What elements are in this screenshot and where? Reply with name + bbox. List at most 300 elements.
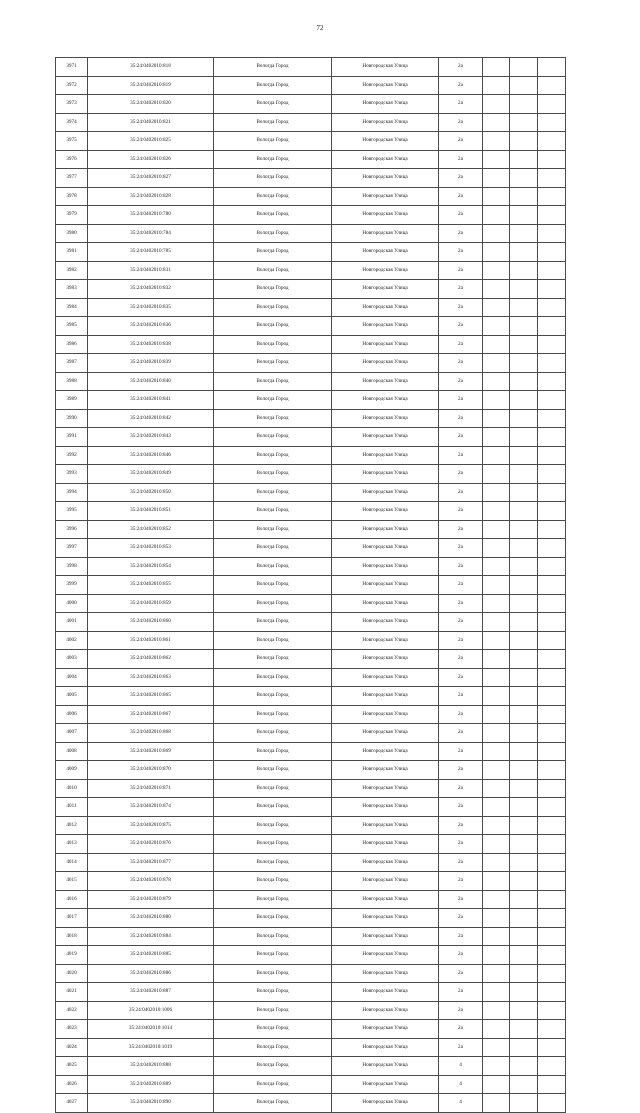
house-number-cell: 2а	[439, 779, 483, 798]
table-row	[56, 927, 566, 946]
empty-cell	[483, 446, 510, 465]
house-number-cell: 2а	[439, 76, 483, 95]
empty-cell	[483, 835, 510, 854]
empty-cell	[483, 983, 510, 1002]
row-number-cell: 4010	[56, 779, 88, 798]
table-row	[56, 705, 566, 724]
cadastral-number-cell: 35:24:0402010:840	[88, 372, 214, 391]
empty-cell	[510, 372, 538, 391]
cadastral-number-cell: 35:24:0402010:868	[88, 724, 214, 743]
empty-cell	[538, 761, 566, 780]
house-number-cell: 2а	[439, 132, 483, 151]
cadastral-number-cell: 35:24:0402010:860	[88, 613, 214, 632]
empty-cell	[538, 354, 566, 373]
street-cell: Новгородская Улица	[332, 465, 439, 484]
city-cell: Вологда Город	[214, 613, 332, 632]
empty-cell	[483, 779, 510, 798]
cadastral-number-cell: 35:24:0402010:876	[88, 835, 214, 854]
empty-cell	[510, 520, 538, 539]
empty-cell	[483, 58, 510, 77]
empty-cell	[483, 113, 510, 132]
house-number-cell: 2а	[439, 557, 483, 576]
empty-cell	[510, 594, 538, 613]
empty-cell	[483, 557, 510, 576]
cadastral-number-cell: 35:24:0402010:828	[88, 187, 214, 206]
street-cell: Новгородская Улица	[332, 890, 439, 909]
empty-cell	[510, 964, 538, 983]
house-number-cell: 2а	[439, 705, 483, 724]
street-cell: Новгородская Улица	[332, 613, 439, 632]
row-number-cell: 3973	[56, 95, 88, 114]
empty-cell	[538, 372, 566, 391]
empty-cell	[510, 206, 538, 225]
cadastral-number-cell: 35:24:0402010:820	[88, 95, 214, 114]
row-number-cell: 3975	[56, 132, 88, 151]
empty-cell	[510, 1001, 538, 1020]
table-row	[56, 372, 566, 391]
table-row	[56, 354, 566, 373]
table-row	[56, 890, 566, 909]
house-number-cell: 2а	[439, 409, 483, 428]
house-number-cell: 2а	[439, 446, 483, 465]
empty-cell	[538, 1038, 566, 1057]
row-number-cell: 3999	[56, 576, 88, 595]
empty-cell	[483, 724, 510, 743]
empty-cell	[483, 798, 510, 817]
empty-cell	[483, 95, 510, 114]
city-cell: Вологда Город	[214, 187, 332, 206]
house-number-cell: 2а	[439, 465, 483, 484]
row-number-cell: 3971	[56, 58, 88, 77]
table-row	[56, 520, 566, 539]
empty-cell	[483, 335, 510, 354]
cadastral-number-cell: 35:24:0402010:819	[88, 76, 214, 95]
empty-cell	[538, 853, 566, 872]
house-number-cell: 2а	[439, 816, 483, 835]
empty-cell	[538, 391, 566, 410]
city-cell: Вологда Город	[214, 95, 332, 114]
row-number-cell: 3992	[56, 446, 88, 465]
house-number-cell: 2а	[439, 761, 483, 780]
cadastral-number-cell: 35:24:0402010:851	[88, 502, 214, 521]
house-number-cell: 2а	[439, 372, 483, 391]
city-cell: Вологда Город	[214, 557, 332, 576]
row-number-cell: 3972	[56, 76, 88, 95]
empty-cell	[538, 76, 566, 95]
table-row	[56, 169, 566, 188]
table-row	[56, 761, 566, 780]
empty-cell	[538, 964, 566, 983]
empty-cell	[538, 428, 566, 447]
empty-cell	[538, 483, 566, 502]
house-number-cell: 2а	[439, 687, 483, 706]
city-cell: Вологда Город	[214, 816, 332, 835]
street-cell: Новгородская Улица	[332, 113, 439, 132]
table-row	[56, 113, 566, 132]
street-cell: Новгородская Улица	[332, 317, 439, 336]
street-cell: Новгородская Улица	[332, 206, 439, 225]
table-row	[56, 946, 566, 965]
cadastral-number-cell: 35:24:0402010:874	[88, 798, 214, 817]
house-number-cell: 2а	[439, 1001, 483, 1020]
row-number-cell: 3986	[56, 335, 88, 354]
empty-cell	[483, 317, 510, 336]
house-number-cell: 2а	[439, 742, 483, 761]
empty-cell	[483, 946, 510, 965]
street-cell: Новгородская Улица	[332, 687, 439, 706]
empty-cell	[538, 58, 566, 77]
empty-cell	[483, 150, 510, 169]
cadastral-number-cell: 35:24:0402010:887	[88, 983, 214, 1002]
street-cell: Новгородская Улица	[332, 261, 439, 280]
table-row	[56, 76, 566, 95]
house-number-cell: 2а	[439, 909, 483, 928]
street-cell: Новгородская Улица	[332, 243, 439, 262]
house-number-cell: 2а	[439, 187, 483, 206]
row-number-cell: 3984	[56, 298, 88, 317]
house-number-cell: 2а	[439, 613, 483, 632]
house-number-cell: 2а	[439, 576, 483, 595]
empty-cell	[483, 742, 510, 761]
street-cell: Новгородская Улица	[332, 335, 439, 354]
empty-cell	[483, 1020, 510, 1039]
empty-cell	[483, 890, 510, 909]
empty-cell	[483, 909, 510, 928]
city-cell: Вологда Город	[214, 169, 332, 188]
empty-cell	[510, 1075, 538, 1094]
street-cell: Новгородская Улица	[332, 372, 439, 391]
empty-cell	[483, 1075, 510, 1094]
table-row	[56, 409, 566, 428]
house-number-cell: 2а	[439, 391, 483, 410]
table-row	[56, 668, 566, 687]
empty-cell	[510, 261, 538, 280]
empty-cell	[483, 187, 510, 206]
empty-cell	[538, 1094, 566, 1113]
cadastral-number-cell: 35:24:0402010:1006	[88, 1001, 214, 1020]
empty-cell	[510, 243, 538, 262]
row-number-cell: 3994	[56, 483, 88, 502]
street-cell: Новгородская Улица	[332, 446, 439, 465]
empty-cell	[510, 1094, 538, 1113]
empty-cell	[483, 594, 510, 613]
street-cell: Новгородская Улица	[332, 502, 439, 521]
street-cell: Новгородская Улица	[332, 483, 439, 502]
row-number-cell: 3976	[56, 150, 88, 169]
house-number-cell: 2а	[439, 58, 483, 77]
row-number-cell: 3974	[56, 113, 88, 132]
row-number-cell: 4015	[56, 872, 88, 891]
city-cell: Вологда Город	[214, 1020, 332, 1039]
table-row	[56, 1001, 566, 1020]
row-number-cell: 4019	[56, 946, 88, 965]
house-number-cell: 2а	[439, 280, 483, 299]
city-cell: Вологда Город	[214, 446, 332, 465]
empty-cell	[510, 835, 538, 854]
empty-cell	[538, 132, 566, 151]
cadastral-number-cell: 35:24:0402010:827	[88, 169, 214, 188]
street-cell: Новгородская Улица	[332, 150, 439, 169]
table-row	[56, 58, 566, 77]
table-row	[56, 1075, 566, 1094]
empty-cell	[538, 631, 566, 650]
row-number-cell: 3981	[56, 243, 88, 262]
table-row	[56, 95, 566, 114]
table-row	[56, 446, 566, 465]
city-cell: Вологда Город	[214, 58, 332, 77]
empty-cell	[510, 761, 538, 780]
street-cell: Новгородская Улица	[332, 835, 439, 854]
empty-cell	[483, 483, 510, 502]
empty-cell	[538, 520, 566, 539]
street-cell: Новгородская Улица	[332, 1020, 439, 1039]
cadastral-number-cell: 35:24:0402010:849	[88, 465, 214, 484]
empty-cell	[510, 169, 538, 188]
empty-cell	[510, 946, 538, 965]
house-number-cell: 2а	[439, 668, 483, 687]
empty-cell	[538, 465, 566, 484]
street-cell: Новгородская Улица	[332, 872, 439, 891]
row-number-cell: 3983	[56, 280, 88, 299]
cadastral-number-cell: 35:24:0402010:785	[88, 243, 214, 262]
cadastral-number-cell: 35:24:0402010:885	[88, 946, 214, 965]
street-cell: Новгородская Улица	[332, 1001, 439, 1020]
empty-cell	[538, 705, 566, 724]
city-cell: Вологда Город	[214, 1075, 332, 1094]
empty-cell	[538, 409, 566, 428]
house-number-cell: 4	[439, 1057, 483, 1076]
house-number-cell: 2а	[439, 853, 483, 872]
city-cell: Вологда Город	[214, 631, 332, 650]
cadastral-number-cell: 35:24:0402010:853	[88, 539, 214, 558]
house-number-cell: 2а	[439, 872, 483, 891]
empty-cell	[510, 872, 538, 891]
cadastral-number-cell: 35:24:0402010:846	[88, 446, 214, 465]
cadastral-number-cell: 35:24:0402010:867	[88, 705, 214, 724]
street-cell: Новгородская Улица	[332, 798, 439, 817]
city-cell: Вологда Город	[214, 298, 332, 317]
table-row	[56, 909, 566, 928]
table-row	[56, 742, 566, 761]
empty-cell	[538, 169, 566, 188]
cadastral-number-cell: 35:24:0402010:859	[88, 594, 214, 613]
city-cell: Вологда Город	[214, 280, 332, 299]
row-number-cell: 3978	[56, 187, 88, 206]
empty-cell	[538, 539, 566, 558]
row-number-cell: 3987	[56, 354, 88, 373]
city-cell: Вологда Город	[214, 576, 332, 595]
page-number: 72	[316, 24, 324, 32]
empty-cell	[538, 280, 566, 299]
street-cell: Новгородская Улица	[332, 668, 439, 687]
house-number-cell: 2а	[439, 243, 483, 262]
table-row	[56, 576, 566, 595]
city-cell: Вологда Город	[214, 520, 332, 539]
empty-cell	[538, 668, 566, 687]
empty-cell	[538, 798, 566, 817]
row-number-cell: 3996	[56, 520, 88, 539]
row-number-cell: 4011	[56, 798, 88, 817]
table-row	[56, 1094, 566, 1113]
empty-cell	[483, 613, 510, 632]
empty-cell	[510, 298, 538, 317]
row-number-cell: 4001	[56, 613, 88, 632]
empty-cell	[483, 1001, 510, 1020]
street-cell: Новгородская Улица	[332, 594, 439, 613]
table-row	[56, 964, 566, 983]
table-row	[56, 465, 566, 484]
empty-cell	[538, 742, 566, 761]
empty-cell	[538, 909, 566, 928]
empty-cell	[510, 1020, 538, 1039]
city-cell: Вологда Город	[214, 335, 332, 354]
table-row	[56, 613, 566, 632]
empty-cell	[538, 187, 566, 206]
empty-cell	[538, 206, 566, 225]
empty-cell	[510, 502, 538, 521]
cadastral-number-cell: 35:24:0402010:879	[88, 890, 214, 909]
empty-cell	[483, 927, 510, 946]
street-cell: Новгородская Улица	[332, 391, 439, 410]
empty-cell	[538, 502, 566, 521]
row-number-cell: 3993	[56, 465, 88, 484]
table-row	[56, 150, 566, 169]
row-number-cell: 4020	[56, 964, 88, 983]
row-number-cell: 4024	[56, 1038, 88, 1057]
table-row	[56, 132, 566, 151]
row-number-cell: 3988	[56, 372, 88, 391]
row-number-cell: 4003	[56, 650, 88, 669]
street-cell: Новгородская Улица	[332, 187, 439, 206]
cadastral-number-cell: 35:24:0402010:861	[88, 631, 214, 650]
table-row	[56, 1038, 566, 1057]
row-number-cell: 3991	[56, 428, 88, 447]
table-row	[56, 243, 566, 262]
empty-cell	[538, 872, 566, 891]
cadastral-number-cell: 35:24:0402010:871	[88, 779, 214, 798]
empty-cell	[538, 1001, 566, 1020]
empty-cell	[538, 557, 566, 576]
table-row	[56, 391, 566, 410]
cadastral-number-cell: 35:24:0402010:862	[88, 650, 214, 669]
empty-cell	[538, 779, 566, 798]
street-cell: Новгородская Улица	[332, 909, 439, 928]
empty-cell	[510, 113, 538, 132]
table-row	[56, 298, 566, 317]
row-number-cell: 4017	[56, 909, 88, 928]
empty-cell	[538, 261, 566, 280]
empty-cell	[483, 76, 510, 95]
cadastral-number-cell: 35:24:0402010:884	[88, 927, 214, 946]
city-cell: Вологда Город	[214, 428, 332, 447]
house-number-cell: 4	[439, 1075, 483, 1094]
table-row	[56, 798, 566, 817]
city-cell: Вологда Город	[214, 1057, 332, 1076]
row-number-cell: 4025	[56, 1057, 88, 1076]
street-cell: Новгородская Улица	[332, 76, 439, 95]
table-row	[56, 872, 566, 891]
empty-cell	[483, 372, 510, 391]
row-number-cell: 4000	[56, 594, 88, 613]
city-cell: Вологда Город	[214, 1038, 332, 1057]
empty-cell	[483, 502, 510, 521]
empty-cell	[538, 446, 566, 465]
empty-cell	[538, 594, 566, 613]
cadastral-number-cell: 35:24:0402010:836	[88, 317, 214, 336]
empty-cell	[510, 354, 538, 373]
city-cell: Вологда Город	[214, 113, 332, 132]
house-number-cell: 2а	[439, 594, 483, 613]
cadastral-number-cell: 35:24:0402010:850	[88, 483, 214, 502]
empty-cell	[483, 298, 510, 317]
house-number-cell: 2а	[439, 95, 483, 114]
street-cell: Новгородская Улица	[332, 631, 439, 650]
street-cell: Новгородская Улица	[332, 724, 439, 743]
cadastral-number-cell: 35:24:0402010:784	[88, 224, 214, 243]
city-cell: Вологда Город	[214, 687, 332, 706]
street-cell: Новгородская Улица	[332, 1075, 439, 1094]
row-number-cell: 3985	[56, 317, 88, 336]
house-number-cell: 2а	[439, 650, 483, 669]
street-cell: Новгородская Улица	[332, 779, 439, 798]
empty-cell	[483, 576, 510, 595]
city-cell: Вологда Город	[214, 502, 332, 521]
table-row	[56, 816, 566, 835]
empty-cell	[483, 650, 510, 669]
row-number-cell: 3980	[56, 224, 88, 243]
empty-cell	[483, 816, 510, 835]
empty-cell	[510, 650, 538, 669]
row-number-cell: 4026	[56, 1075, 88, 1094]
street-cell: Новгородская Улица	[332, 576, 439, 595]
table-row	[56, 428, 566, 447]
street-cell: Новгородская Улица	[332, 280, 439, 299]
row-number-cell: 4005	[56, 687, 88, 706]
city-cell: Вологда Город	[214, 983, 332, 1002]
cadastral-number-cell: 35:24:0402010:889	[88, 1075, 214, 1094]
cadastral-number-cell: 35:24:0402010:888	[88, 1057, 214, 1076]
table-body	[56, 58, 566, 1113]
empty-cell	[538, 317, 566, 336]
city-cell: Вологда Город	[214, 742, 332, 761]
empty-cell	[510, 483, 538, 502]
street-cell: Новгородская Улица	[332, 1038, 439, 1057]
cadastral-number-cell: 35:24:0402010:780	[88, 206, 214, 225]
city-cell: Вологда Город	[214, 927, 332, 946]
empty-cell	[510, 557, 538, 576]
empty-cell	[510, 187, 538, 206]
empty-cell	[538, 724, 566, 743]
row-number-cell: 4006	[56, 705, 88, 724]
empty-cell	[483, 872, 510, 891]
house-number-cell: 2а	[439, 502, 483, 521]
empty-cell	[483, 687, 510, 706]
empty-cell	[538, 816, 566, 835]
cadastral-number-cell: 35:24:0402010:1019	[88, 1038, 214, 1057]
empty-cell	[510, 76, 538, 95]
cadastral-number-cell: 35:24:0402010:852	[88, 520, 214, 539]
empty-cell	[510, 705, 538, 724]
empty-cell	[510, 816, 538, 835]
row-number-cell: 4016	[56, 890, 88, 909]
city-cell: Вологда Город	[214, 724, 332, 743]
empty-cell	[483, 539, 510, 558]
empty-cell	[483, 1038, 510, 1057]
cadastral-number-cell: 35:24:0402010:875	[88, 816, 214, 835]
city-cell: Вологда Город	[214, 909, 332, 928]
house-number-cell: 2а	[439, 1038, 483, 1057]
table-row	[56, 631, 566, 650]
